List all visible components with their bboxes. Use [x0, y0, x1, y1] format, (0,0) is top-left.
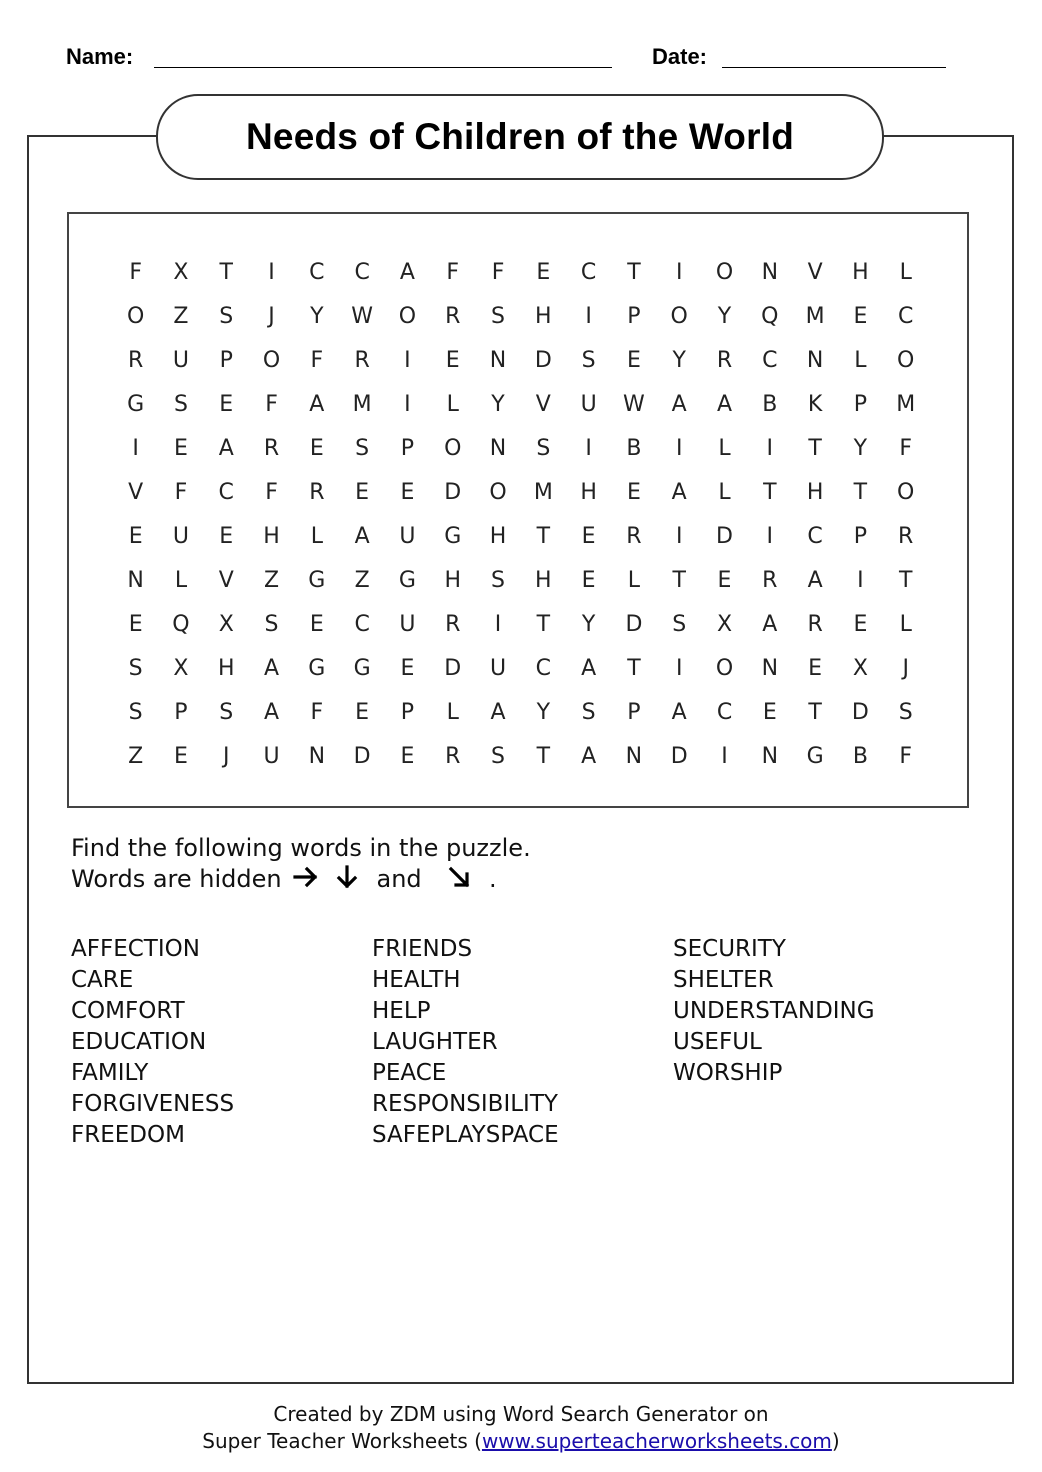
grid-letter: M — [533, 479, 553, 505]
grid-letter: O — [897, 479, 915, 505]
grid-letter: F — [491, 259, 505, 285]
grid-letter: S — [128, 655, 143, 681]
grid-letter: W — [623, 391, 645, 417]
grid-letter: C — [716, 699, 733, 725]
grid-letter: G — [127, 391, 145, 417]
date-field[interactable] — [722, 67, 946, 68]
grid-letter: P — [400, 435, 415, 461]
grid-letter: R — [445, 611, 461, 637]
grid-letter: S — [581, 347, 596, 373]
grid-letter: T — [536, 611, 551, 637]
grid-letter: R — [626, 523, 642, 549]
grid-letter: Q — [172, 611, 190, 637]
grid-letter: G — [308, 567, 326, 593]
grid-letter: X — [218, 611, 234, 637]
grid-letter: O — [126, 303, 145, 329]
grid-letter: T — [853, 479, 868, 505]
grid-letter: F — [446, 259, 460, 285]
grid-letter: S — [173, 391, 188, 417]
title-banner — [156, 94, 884, 180]
word-list-item: SAFEPLAYSPACE — [372, 1122, 559, 1148]
grid-letter: A — [581, 743, 597, 769]
grid-letter: E — [219, 391, 234, 417]
instructions-and: and — [376, 865, 422, 893]
grid-letter: U — [172, 347, 189, 373]
grid-letter: N — [761, 259, 779, 285]
grid-letter: E — [355, 479, 370, 505]
grid-letter: Y — [672, 347, 686, 373]
word-list-item: HELP — [372, 998, 431, 1024]
grid-letter: E — [717, 567, 732, 593]
word-list-item: SECURITY — [673, 936, 786, 962]
grid-letter: Z — [354, 567, 370, 593]
grid-letter: R — [807, 611, 823, 637]
grid-letter: F — [265, 479, 278, 505]
grid-letter: H — [489, 523, 507, 549]
word-list-column-1 — [71, 934, 234, 1151]
word-list-item: PEACE — [372, 1060, 447, 1086]
grid-letter: M — [896, 391, 916, 417]
grid-letter: E — [128, 611, 143, 637]
grid-letter: S — [491, 567, 505, 593]
grid-letter: C — [354, 611, 370, 637]
name-label: Name: — [66, 44, 134, 69]
grid-letter: R — [445, 303, 461, 329]
grid-letter: T — [808, 435, 822, 461]
grid-letter: O — [489, 479, 507, 505]
grid-letter: L — [627, 567, 641, 593]
grid-letter: S — [219, 303, 234, 329]
grid-letter: C — [535, 655, 551, 681]
grid-letter: R — [263, 435, 280, 461]
grid-letter: E — [581, 523, 596, 549]
grid-letter: I — [494, 611, 502, 637]
word-list-item: CARE — [71, 967, 134, 993]
grid-letter: T — [672, 567, 686, 593]
grid-letter: R — [445, 743, 461, 769]
grid-letter: G — [353, 655, 371, 681]
word-list-item: FORGIVENESS — [71, 1091, 235, 1117]
grid-letter: S — [491, 303, 505, 329]
grid-letter: H — [535, 567, 552, 593]
grid-letter: L — [174, 567, 188, 593]
word-list-item: FAMILY — [71, 1060, 149, 1086]
grid-letter: N — [761, 655, 779, 681]
grid-letter: F — [265, 391, 278, 417]
date-label: Date: — [652, 44, 708, 69]
grid-letter: P — [219, 347, 233, 373]
grid-letter: C — [309, 259, 325, 285]
grid-letter: E — [355, 699, 370, 725]
grid-letter: A — [671, 699, 687, 725]
grid-letter: O — [262, 347, 281, 373]
grid-letter: X — [173, 655, 189, 681]
grid-letter: G — [444, 523, 462, 549]
grid-letter: E — [173, 435, 188, 461]
grid-letter: L — [854, 347, 867, 373]
grid-letter: R — [898, 523, 914, 549]
word-list-column-2 — [372, 934, 559, 1151]
grid-letter: F — [310, 699, 324, 725]
grid-letter: C — [762, 347, 778, 373]
arrow-right-icon — [293, 866, 319, 894]
grid-letter: F — [174, 479, 188, 505]
grid-letter: I — [675, 435, 683, 461]
grid-letter: O — [670, 303, 688, 329]
grid-letter: D — [444, 655, 462, 681]
grid-letter: H — [217, 655, 235, 681]
grid-letter: L — [899, 611, 912, 637]
grid-letter: A — [581, 655, 597, 681]
grid-letter: I — [268, 259, 275, 285]
grid-letter: D — [625, 611, 643, 637]
grid-letter: N — [489, 435, 507, 461]
grid-letter: Y — [310, 303, 324, 329]
grid-letter: P — [627, 699, 641, 725]
grid-letter: B — [626, 435, 642, 461]
grid-letter: E — [309, 435, 324, 461]
grid-letter: Z — [264, 567, 280, 593]
grid-letter: T — [219, 259, 233, 285]
grid-letter: Y — [581, 611, 596, 637]
grid-letter: U — [172, 523, 189, 549]
grid-letter: S — [898, 699, 913, 725]
grid-letter: D — [716, 523, 733, 549]
grid-letter: S — [672, 611, 687, 637]
grid-letter: V — [128, 479, 144, 505]
grid-letter: I — [585, 435, 592, 461]
grid-letter: P — [400, 699, 415, 725]
grid-letter: A — [490, 699, 506, 725]
grid-letter: I — [585, 303, 592, 329]
grid-letter: E — [309, 611, 324, 637]
grid-letter: I — [857, 567, 864, 593]
footer-source — [0, 1429, 1042, 1453]
grid-letter: Y — [717, 303, 732, 329]
grid-letter: A — [671, 479, 687, 505]
grid-letter: U — [263, 743, 280, 769]
grid-letter: P — [627, 303, 641, 329]
grid-letter: O — [897, 347, 915, 373]
grid-letter: D — [444, 479, 462, 505]
word-list-item: HEALTH — [372, 967, 461, 993]
grid-letter: N — [625, 743, 643, 769]
word-list-item: EDUCATION — [71, 1029, 207, 1055]
grid-letter: I — [721, 743, 728, 769]
grid-letter: F — [899, 743, 913, 769]
name-field[interactable] — [154, 67, 612, 68]
grid-letter: T — [808, 699, 822, 725]
grid-letter: U — [399, 523, 416, 549]
grid-letter: N — [761, 743, 779, 769]
grid-letter: A — [264, 699, 280, 725]
grid-letter: G — [308, 655, 326, 681]
grid-letter: A — [354, 523, 370, 549]
grid-letter: R — [354, 347, 370, 373]
grid-letter: N — [308, 743, 326, 769]
grid-letter: A — [399, 259, 415, 285]
grid-letter: O — [398, 303, 417, 329]
grid-letter: A — [762, 611, 778, 637]
grid-letter: T — [627, 259, 641, 285]
grid-letter: I — [766, 435, 774, 461]
grid-letter: Y — [536, 699, 551, 725]
grid-letter: H — [806, 479, 824, 505]
grid-letter: T — [536, 743, 551, 769]
grid-letter: E — [128, 523, 143, 549]
grid-letter: E — [400, 479, 415, 505]
grid-letter: J — [268, 303, 275, 329]
word-list-item: COMFORT — [71, 998, 185, 1024]
grid-letter: C — [354, 259, 370, 285]
word-list-item: AFFECTION — [71, 936, 200, 962]
word-list-item: LAUGHTER — [372, 1029, 498, 1055]
grid-letter: O — [715, 655, 734, 681]
grid-letter: T — [898, 567, 913, 593]
grid-letter: U — [489, 655, 507, 681]
word-list-item: UNDERSTANDING — [673, 998, 875, 1024]
grid-letter: Z — [128, 743, 144, 769]
grid-letter: T — [763, 479, 777, 505]
grid-letter: E — [445, 347, 460, 373]
grid-letter: C — [580, 259, 597, 285]
grid-letter: V — [807, 259, 823, 285]
grid-letter: I — [675, 523, 683, 549]
grid-letter: P — [853, 391, 868, 417]
grid-letter: I — [132, 435, 139, 461]
grid-letter: N — [806, 347, 824, 373]
arrow-down-right-icon — [447, 865, 471, 895]
grid-letter: H — [263, 523, 280, 549]
footer-suffix: ) — [831, 1429, 840, 1453]
grid-letter: E — [400, 655, 415, 681]
grid-letter: A — [218, 435, 234, 461]
grid-letter: L — [310, 523, 323, 549]
grid-letter: E — [762, 699, 777, 725]
grid-letter: R — [762, 567, 778, 593]
grid-letter: Z — [173, 303, 189, 329]
grid-letter: S — [219, 699, 234, 725]
footer-link[interactable]: www.superteacherworksheets.com — [481, 1429, 832, 1453]
grid-letter: D — [670, 743, 688, 769]
grid-letter: R — [128, 347, 144, 373]
word-list-item: FREEDOM — [71, 1122, 185, 1148]
grid-letter: E — [808, 655, 823, 681]
grid-letter: R — [716, 347, 733, 373]
grid-letter: Y — [853, 435, 868, 461]
word-list-item: WORSHIP — [673, 1060, 783, 1086]
grid-letter: F — [899, 435, 913, 461]
grid-letter: T — [627, 655, 641, 681]
grid-letter: Y — [491, 391, 505, 417]
grid-letter: A — [716, 391, 733, 417]
grid-letter: J — [222, 743, 230, 769]
grid-letter: C — [898, 303, 914, 329]
grid-letter: R — [309, 479, 325, 505]
grid-letter: U — [580, 391, 597, 417]
grid-letter: E — [536, 259, 551, 285]
grid-letter: E — [219, 523, 234, 549]
grid-letter: E — [400, 743, 415, 769]
grid-letter: E — [581, 567, 596, 593]
word-list-item: SHELTER — [673, 967, 774, 993]
grid-letter: W — [351, 303, 374, 329]
grid-letter: V — [535, 391, 551, 417]
grid-letter: H — [444, 567, 461, 593]
grid-letter: E — [853, 303, 868, 329]
grid-letter: I — [404, 347, 411, 373]
grid-letter: Q — [761, 303, 779, 329]
grid-letter: I — [675, 655, 683, 681]
grid-letter: A — [807, 567, 823, 593]
grid-letter: H — [852, 259, 869, 285]
footer-credit: Created by ZDM using Word Search Generator on — [273, 1402, 769, 1426]
page-title: Needs of Children of the World — [246, 116, 794, 157]
grid-letter: E — [626, 479, 641, 505]
grid-letter: O — [715, 259, 734, 285]
grid-letter: O — [444, 435, 462, 461]
word-list-column-3 — [673, 934, 875, 1089]
grid-letter: S — [264, 611, 279, 637]
grid-letter: K — [807, 391, 823, 417]
grid-letter: S — [128, 699, 143, 725]
grid-letter: M — [805, 303, 825, 329]
grid-letter: L — [446, 391, 459, 417]
grid-letter: S — [536, 435, 551, 461]
grid-letter: F — [129, 259, 142, 285]
arrow-down-icon — [335, 865, 359, 895]
grid-letter: V — [218, 567, 234, 593]
instructions-line-1: Find the following words in the puzzle. — [71, 834, 531, 862]
word-search-grid — [113, 250, 928, 778]
grid-letter: I — [675, 259, 683, 285]
word-list-item: FRIENDS — [372, 936, 473, 962]
grid-letter: L — [899, 259, 912, 285]
grid-letter: G — [806, 743, 824, 769]
instructions-suffix: . — [488, 865, 497, 893]
grid-letter: C — [807, 523, 823, 549]
grid-letter: D — [353, 743, 371, 769]
grid-letter: S — [581, 699, 596, 725]
grid-letter: T — [536, 523, 551, 549]
word-list-item: RESPONSIBILITY — [372, 1091, 558, 1117]
grid-letter: H — [535, 303, 552, 329]
grid-letter: X — [173, 259, 189, 285]
grid-letter: H — [580, 479, 597, 505]
grid-letter: S — [491, 743, 505, 769]
grid-letter: A — [309, 391, 325, 417]
grid-letter: A — [264, 655, 280, 681]
grid-letter: E — [853, 611, 868, 637]
grid-letter: E — [626, 347, 641, 373]
grid-letter: P — [174, 699, 188, 725]
grid-letter: P — [853, 523, 868, 549]
word-list-item: USEFUL — [673, 1029, 762, 1055]
grid-letter: B — [852, 743, 868, 769]
grid-letter: U — [399, 611, 416, 637]
grid-letter: F — [310, 347, 324, 373]
grid-letter: C — [218, 479, 234, 505]
grid-letter: B — [762, 391, 778, 417]
grid-letter: L — [718, 435, 731, 461]
instructions-line-2 — [71, 865, 497, 895]
grid-letter: L — [446, 699, 459, 725]
grid-letter: G — [398, 567, 416, 593]
instructions-prefix: Words are hidden — [71, 865, 282, 893]
grid-letter: X — [852, 655, 868, 681]
grid-letter: L — [718, 479, 731, 505]
grid-letter: D — [851, 699, 869, 725]
grid-letter: X — [716, 611, 733, 637]
grid-letter: M — [352, 391, 372, 417]
grid-letter: J — [902, 655, 909, 681]
footer-prefix: Super Teacher Worksheets ( — [202, 1429, 482, 1453]
grid-letter: I — [766, 523, 774, 549]
grid-letter: I — [404, 391, 411, 417]
grid-letter: S — [355, 435, 370, 461]
grid-letter: N — [127, 567, 144, 593]
grid-letter: D — [534, 347, 552, 373]
grid-letter: A — [671, 391, 687, 417]
grid-letter: N — [489, 347, 507, 373]
grid-letter: E — [173, 743, 188, 769]
